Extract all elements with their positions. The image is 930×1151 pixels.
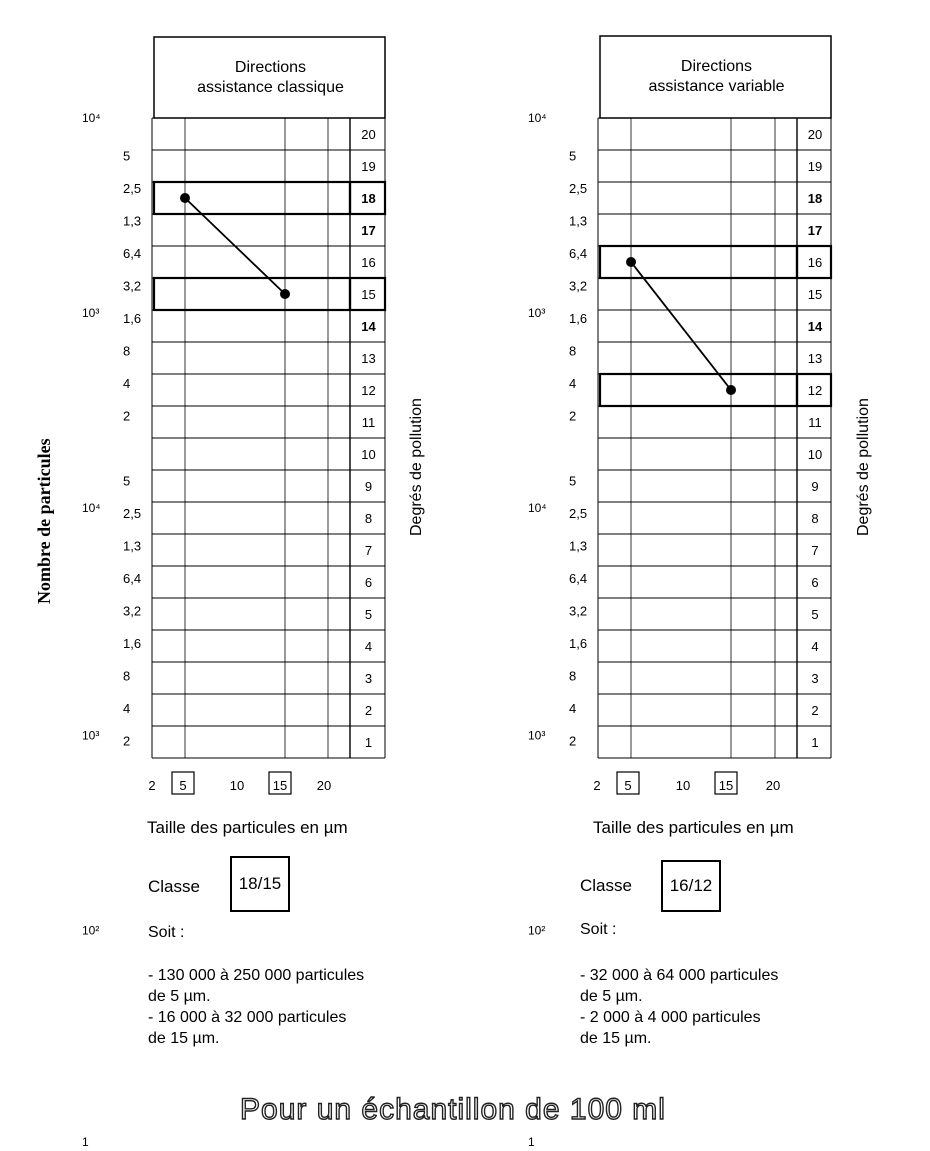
data-point bbox=[726, 385, 736, 395]
y-mantissa-label: 2,5 bbox=[123, 506, 142, 521]
x-tick-label: 10 bbox=[675, 778, 691, 793]
classe-value-left: 18/15 bbox=[230, 856, 290, 912]
right-axis-title-right-chart: Degrés de pollution bbox=[855, 398, 872, 536]
y-exponent-label: 1 bbox=[528, 1134, 535, 1149]
y-mantissa-label: 1,6 bbox=[569, 311, 588, 326]
y-mantissa-label: 1,6 bbox=[123, 636, 142, 651]
description-line: - 130 000 à 250 000 particules bbox=[148, 967, 365, 984]
y-mantissa-label: 4 bbox=[123, 701, 131, 716]
description-line: de 15 µm. bbox=[148, 1030, 220, 1047]
x-tick-label: 15 bbox=[718, 778, 734, 793]
description-line: - 32 000 à 64 000 particules bbox=[580, 967, 779, 984]
description-line: - 16 000 à 32 000 particules bbox=[148, 1009, 347, 1026]
degree-label: 3 bbox=[364, 671, 373, 686]
highlight-band bbox=[154, 278, 350, 310]
highlight-band bbox=[600, 374, 797, 406]
degree-label: 10 bbox=[807, 447, 823, 462]
y-exponent-label: 10² bbox=[82, 923, 100, 938]
degree-label: 19 bbox=[361, 159, 376, 174]
data-point bbox=[280, 289, 290, 299]
y-mantissa-label: 6,4 bbox=[569, 571, 588, 586]
y-exponent-label: 10⁴ bbox=[82, 501, 101, 515]
x-tick-label: 5 bbox=[624, 778, 632, 793]
y-mantissa-label: 3,2 bbox=[569, 278, 588, 294]
y-mantissa-label: 1,3 bbox=[569, 213, 588, 229]
y-mantissa-label: 2,5 bbox=[569, 506, 588, 521]
degree-label: 17 bbox=[807, 223, 823, 238]
degree-label: 14 bbox=[361, 319, 376, 334]
x-tick-label: 15 bbox=[272, 778, 288, 793]
right-axis-title-left-chart: Degrés de pollution bbox=[408, 398, 425, 536]
degree-label: 2 bbox=[811, 703, 819, 718]
description-line: - 2 000 à 4 000 particules bbox=[580, 1009, 761, 1026]
y-exponent-label: 10² bbox=[528, 923, 546, 938]
y-mantissa-label: 6,4 bbox=[123, 571, 142, 586]
degree-label: 9 bbox=[811, 479, 819, 494]
soit-label-left: Soit : bbox=[148, 924, 185, 941]
degree-label: 4 bbox=[811, 639, 819, 654]
chart-title-line: Directions bbox=[234, 59, 307, 76]
y-mantissa-label: 2 bbox=[123, 733, 131, 749]
degree-label: 18 bbox=[807, 191, 823, 206]
degree-label: 17 bbox=[361, 223, 376, 238]
degree-label: 7 bbox=[811, 543, 819, 558]
degree-label: 5 bbox=[364, 607, 373, 622]
degree-label: 16 bbox=[361, 255, 376, 270]
y-mantissa-label: 8 bbox=[123, 668, 131, 684]
degree-label: 13 bbox=[807, 351, 823, 366]
y-mantissa-label: 4 bbox=[569, 376, 577, 391]
description-right bbox=[580, 965, 778, 1049]
y-mantissa-label: 2,5 bbox=[123, 181, 142, 196]
degree-label: 8 bbox=[364, 511, 373, 526]
y-mantissa-label: 8 bbox=[123, 343, 131, 359]
degree-label: 10 bbox=[361, 447, 376, 462]
degree-label: 8 bbox=[811, 511, 819, 526]
y-axis-title: Nombre de particules bbox=[34, 438, 54, 604]
y-mantissa-label: 2 bbox=[569, 733, 577, 749]
degree-label: 12 bbox=[807, 383, 823, 398]
classe-value-right: 16/12 bbox=[661, 860, 721, 912]
description-line: de 5 µm. bbox=[580, 988, 643, 1005]
chart-title-box bbox=[600, 36, 831, 118]
chart-title-box bbox=[154, 37, 385, 118]
degree-label: 18 bbox=[361, 191, 376, 206]
degree-label: 11 bbox=[361, 415, 376, 430]
degree-label: 20 bbox=[807, 127, 823, 142]
y-mantissa-label: 2 bbox=[123, 408, 131, 424]
y-mantissa-label: 3,2 bbox=[569, 603, 588, 619]
y-mantissa-label: 6,4 bbox=[123, 246, 142, 261]
y-mantissa-label: 4 bbox=[569, 701, 577, 716]
degree-label: 9 bbox=[364, 479, 373, 494]
x-axis-title-left: Taille des particules en µm bbox=[147, 818, 348, 837]
footer-caption: Pour un échantillon de 100 ml bbox=[240, 1093, 666, 1126]
degree-label: 13 bbox=[361, 351, 376, 366]
x-tick-label: 20 bbox=[316, 778, 332, 793]
y-exponent-label: 1 bbox=[82, 1134, 89, 1149]
y-mantissa-label: 8 bbox=[569, 668, 577, 684]
degree-label: 1 bbox=[811, 735, 819, 750]
soit-label-right: Soit : bbox=[580, 921, 617, 938]
y-mantissa-label: 5 bbox=[123, 148, 131, 164]
degree-label: 3 bbox=[811, 671, 819, 686]
chart-title-line: Directions bbox=[680, 58, 753, 75]
data-point bbox=[180, 193, 190, 203]
x-tick-label: 20 bbox=[765, 778, 781, 793]
degree-label: 15 bbox=[361, 287, 376, 302]
degree-label: 2 bbox=[364, 703, 373, 718]
y-exponent-label: 10³ bbox=[528, 728, 546, 743]
y-mantissa-label: 3,2 bbox=[123, 278, 142, 294]
classe-label-right: Classe bbox=[580, 876, 632, 895]
degree-label: 12 bbox=[361, 383, 376, 398]
y-mantissa-label: 6,4 bbox=[569, 246, 588, 261]
degree-label: 15 bbox=[807, 287, 823, 302]
degree-label: 6 bbox=[364, 575, 373, 590]
y-mantissa-label: 1,6 bbox=[569, 636, 588, 651]
description-line: de 5 µm. bbox=[148, 988, 211, 1005]
degree-label: 19 bbox=[807, 159, 823, 174]
degree-label: 20 bbox=[361, 127, 376, 142]
y-mantissa-label: 5 bbox=[569, 473, 577, 489]
y-exponent-label: 10³ bbox=[82, 306, 100, 320]
y-mantissa-label: 5 bbox=[123, 473, 131, 489]
description-left bbox=[148, 965, 364, 1049]
degree-label: 5 bbox=[811, 607, 819, 622]
y-mantissa-label: 1,3 bbox=[123, 213, 142, 229]
degree-label: 4 bbox=[364, 639, 373, 654]
series-line bbox=[631, 262, 731, 390]
data-point bbox=[626, 257, 636, 267]
chart-title-line: assistance variable bbox=[648, 78, 785, 95]
x-tick-label: 5 bbox=[179, 778, 187, 793]
y-exponent-label: 10⁴ bbox=[528, 111, 547, 125]
y-mantissa-label: 5 bbox=[569, 148, 577, 164]
y-exponent-label: 10⁴ bbox=[528, 501, 547, 515]
degree-label: 14 bbox=[807, 319, 823, 334]
degree-label: 16 bbox=[807, 255, 823, 270]
y-mantissa-label: 2 bbox=[569, 408, 577, 424]
y-mantissa-label: 1,6 bbox=[123, 311, 142, 326]
degree-label: 7 bbox=[364, 543, 373, 558]
x-tick-label: 2 bbox=[148, 778, 156, 793]
description-line: de 15 µm. bbox=[580, 1030, 652, 1047]
y-exponent-label: 10⁴ bbox=[82, 111, 101, 125]
y-mantissa-label: 1,3 bbox=[123, 538, 142, 554]
x-tick-label: 10 bbox=[229, 778, 245, 793]
degree-label: 11 bbox=[808, 415, 822, 430]
y-exponent-label: 10³ bbox=[82, 728, 100, 743]
y-mantissa-label: 2,5 bbox=[569, 181, 588, 196]
y-mantissa-label: 1,3 bbox=[569, 538, 588, 554]
x-tick-label: 2 bbox=[593, 778, 601, 793]
y-mantissa-label: 3,2 bbox=[123, 603, 142, 619]
y-mantissa-label: 4 bbox=[123, 376, 131, 391]
x-axis-title-right: Taille des particules en µm bbox=[593, 818, 794, 837]
classe-label-left: Classe bbox=[148, 877, 200, 896]
chart-title-line: assistance classique bbox=[197, 79, 344, 96]
y-mantissa-label: 8 bbox=[569, 343, 577, 359]
degree-label: 1 bbox=[364, 735, 373, 750]
y-exponent-label: 10³ bbox=[528, 306, 546, 320]
degree-label: 6 bbox=[811, 575, 819, 590]
